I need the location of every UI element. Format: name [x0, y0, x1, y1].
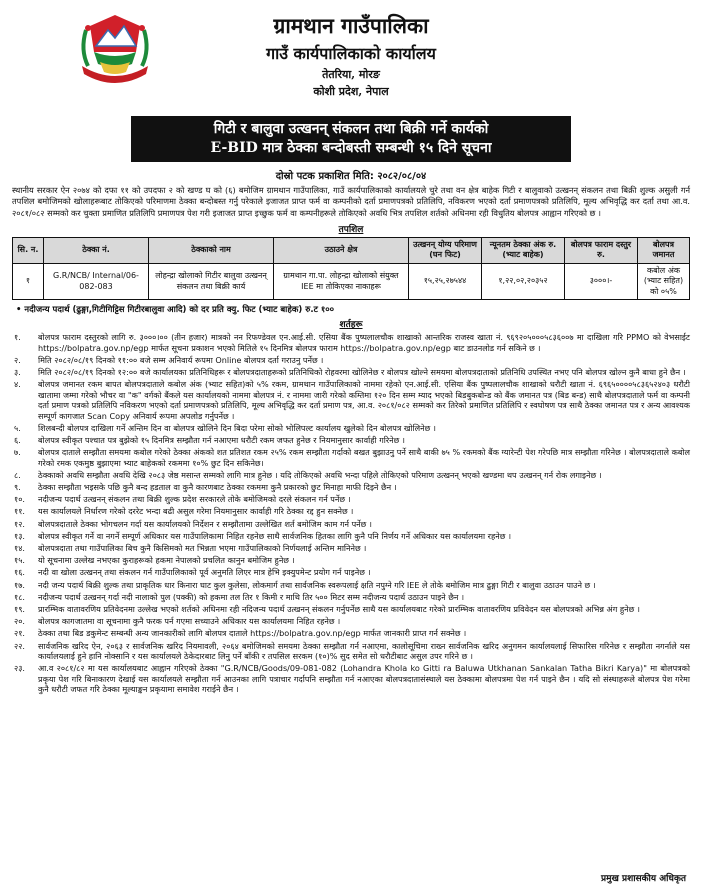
col-sn: सि. न. [13, 237, 44, 263]
term-text: यो सूचनामा उल्लेख नभएका कुराहरूको हकमा नेपालको प्रचलित कानुन बमोजिम हुनेछ । [38, 555, 295, 566]
term-number: १२. [14, 518, 25, 529]
banner-line-1: गिटी र बालुवा उत्खनन् संकलन तथा बिक्री गर्ने कार्यको [213, 121, 489, 137]
term-number: ४. [14, 379, 21, 390]
letterhead [12, 6, 690, 114]
term-number: १४. [14, 543, 25, 554]
term-number: १. [14, 332, 21, 343]
term-number: २. [14, 355, 21, 365]
term-number: १०. [14, 494, 25, 505]
terms-list [12, 332, 690, 694]
list-item [12, 506, 690, 516]
list-item [12, 470, 690, 480]
col-bid-security: बोलपत्र जमानत [638, 237, 690, 263]
list-item [12, 482, 690, 492]
term-text: मिति २०८२/०८/१९ दिनको १२:०० बजे कार्यालयका प्रतिनिधिहरू र बोलपत्रदाताहरूको प्रतिनिधिको रोहवरमा खोलिनेछ र बोलपत्र खोल्ने समयमा बोलपत्रदाताको प्रतिनिधि उपस्थित नभए पनि बोलपत्र खोल्न कुनै बाधा हुने छैन । [38, 367, 686, 378]
list-item [12, 592, 690, 602]
term-number: ५. [14, 422, 21, 433]
org-province: कोशी प्रदेश, नेपाल [313, 85, 389, 98]
term-text: प्रारम्भिक वातावरणिय प्रतिवेदनमा उल्लेख भएको शर्तको अधिनमा रही नदिजन्य पदार्थ उत्खनन् संकलन गर्नुपर्नेछ साथै यस कार्यालयबाट गरेको प्रारम्भिक वातावरणिय प्रविवेदन यस बोलपत्रको अभिन्न अंग हुनेछ । [38, 604, 640, 615]
term-number: ९. [14, 482, 21, 493]
term-text: नदीजन्य पदार्थ उत्खनन् संकलन तथा बिक्री शुल्क प्रदेश सरकारले तोके बमोजिमको दरले संकलन गर्न पर्नेछ । [38, 494, 351, 505]
list-item [12, 447, 690, 468]
term-text: बोलपत्र कागजातमा वा सूचनामा कुनै फरक पर्न गएमा सच्याउने अधिकार यस कार्यालयमा निहित रहनेछ । [38, 616, 341, 627]
term-text: ठेक्काको अवधि सम्झौता अवधि देखि २०८३ जेष्ठ मसान्त सम्मको लागि मात्र हुनेछ । यदि तोकिएको अवधि भन्दा पहिले तोकिएको परिमाण उत्खनन् भएको खण्डमा थप उत्खनन् गर्न रोक लगाइनेछ । [38, 469, 602, 480]
list-item [12, 580, 690, 590]
term-text: आ.व २०८१/८२ मा यस कार्यालयबाट आह्वान गरिएको ठेक्का "G.R/NCB/Goods/09-081-082 (Lohandra Khola ko Gitti ra Baluwa Utkhanan Sankalan Tatha Bikri Karya)" मा बोलपत्रको प्रकृया पेश गरि बिनाकारण देखाई यस कार्यालयले सम्झौता गर्न आउनका लागि पत्राचार गर्दापनि सम्झौता गर्न नआएका बोलपत्रदातासंस्थाले यस ठेक्कामा बोलपत्रमा पेश गर्न पाइने छैन । यदि सो संस्थाहरूले बोलपत्र पेश गरेमा कुनै धरौटी जफत गरि ठेक्का मूल्याङ्कन प्रकृयामा समावेश गराईने छैन । [38, 663, 690, 695]
term-number: १३. [14, 530, 25, 541]
rate-note-text: नदीजन्य पदार्थ (ढुङ्गा,गिटीगिट्टिस गिटीरबालुवा आदि) को दर प्रति क्यु. फिट (भ्याट बाहेक) रु.ट १०० [24, 305, 335, 316]
term-text: बोलपत्र फाराम दस्तुरको लागि रु. ३०००।०० (तीन हजार) मात्रको नन रिफण्डेवल एन.आई.सी. एसिया बैंक पुष्पलालचौक शाखाको आन्तरिक राजस्व खाता नं. ९६९२०५०००५८३६००७ मा दाखिला गरि PPMO को वेभसाईट https://bolpatra.gov.np/egp मार्फत सूचना प्रकाशन भएको मितिले १५ दिनमित्र बोलपत्र फाराम https://bolpatra.gov.np/egp बाट डाउनलोड गर्न सकिने छ । [38, 332, 690, 353]
term-number: ११. [14, 506, 25, 517]
cell-sn: १ [13, 263, 44, 300]
cell-min-amount: १,२२,०२,२०३५२ [482, 263, 565, 300]
term-number: ८. [14, 469, 21, 480]
col-form-fee: बोलपत्र फाराम दस्तुर रु. [565, 237, 638, 263]
list-item [12, 494, 690, 504]
term-text: बोलपत्र जमानत रकम बापत बोलपत्रदाताले कबोल अंक (भ्याट सहित)को ५% रकम, ग्रामथान गाउँपालिकाको नाममा रहेको एन.आई.सी. एसिया बैंक पुष्पलालचौक शाखाको धरौटी खाता नं. ६९६५००००५८३६५२४०३ धरौटी खातामा जम्मा गरेको भौचर वा "क" वर्गको बैंकले यस कार्यालयको नाममा बोलपत्र नं. र नाममा जारी गरेको कम्तिमा १२० दिन सम्म म्याद भएको बिडबुकबोन्ड को बैंक जमानत पत्र (बिड बन्ड) साथै बोलपत्रदाताले फर्म वा कम्पनी दर्ता प्रमाण पत्रको प्रतिलिपि नविकरण भएको दर्ता प्रमाणपत्रको प्रतिलिपि, मूल्य अभिवृद्धि कर दर्ता प्रमाण पत्र, आ.व. २०८१/०८२ सम्मको कर तिरेको प्रमाणित प्रतिलिपि र स्वघोषण पत्र साथै ठेक्का जमानत पत्र र अन्य आवश्यक सम्पूर्ण कागजात Scan Copy अनिवार्य रूपमा अपलोड गर्नुपर्नेछ । [38, 379, 690, 421]
org-subtitle: गाउँ कार्यपालिकाको कार्यालय [266, 44, 436, 63]
term-text: बोलपत्र स्वीकृत पश्चात पत्र बुझेको १५ दिनमित्र सम्झौता गर्न नआएमा धरौटी रकम जफत हुनेछ र नियमानुसार कार्वाही गरिनेछ । [38, 435, 405, 446]
list-item [12, 367, 690, 377]
term-number: १५. [14, 555, 25, 566]
list-item [12, 628, 690, 638]
term-text: ठेक्का तथा बिड डकुमेन्ट सम्बन्धी अन्य जानकारीको लागि बोलपत्र दाताले https://bolpatra.gov.np/egp मार्फत जानकारी प्राप्त गर्न सक्नेछ । [38, 628, 467, 639]
cell-form-fee: ३०००।- [565, 263, 638, 300]
term-number: १६. [14, 567, 25, 578]
term-text: मिति २०८२/०८/१९ दिनको ११:०० बजे सम्म अनिवार्य रूपमा Online बोलपत्र दर्ता गराउनु पर्नेछ । [38, 355, 324, 365]
col-contract-name: ठेक्काको नाम [149, 237, 274, 263]
list-item [12, 641, 690, 662]
term-number: २१. [14, 628, 25, 639]
nepal-emblem-icon [74, 12, 156, 88]
list-item [12, 531, 690, 541]
list-item [12, 355, 690, 365]
cell-contract-no: G.R/NCB/ Internal/06-082-083 [44, 263, 149, 300]
term-number: १९. [14, 604, 25, 615]
intro-paragraph: स्थानीय सरकार ऐन २०७४ को दफा ११ को उपदफा २ को खण्ड घ को (६) बमोजिम ग्रामथान गाउँपालिका, गाउँ कार्यपालिकाको कार्यालयले चुरे तथा वन क्षेत्र बाहेक गिटी र बालुवाको उत्खनन् संकलन तथा बिक्री शुल्क असुली गर्न तपशिल बमोजिमको खोलाहरूबाट तोकिएको परिमाणमा ठेक्का बन्दोबस्त गर्नु परेकाले इजाजत प्राप्त फर्म वा कम्पनीको दर्ता प्रमाणपत्रको प्रतिलिपि, नविकरण भएको दर्ता प्रमाणपत्रको प्रतिलिपि, मूल्य अभिवृद्धि कर दर्ता तथा आ.व. २०८१/०८२ सम्मको कर चुक्ता प्रमाणित प्रतिलिपि प्रमाणपत्र पेश गरी इजाजत प्राप्त इच्छुक फर्म वा कम्पनीहरूले तोकिएको अवधि भित्र तपशिल शर्तको अधिनमा रही विधुतिय बोलपत्र आह्वान गरिएको छ । [12, 185, 690, 218]
cell-quantity: १५,२५,२७५४४ [409, 263, 482, 300]
published-date: दोस्रो पटक प्रकाशित मिति: २०८२/०८/०४ [275, 171, 427, 182]
col-quantity: उत्खनन् योग्य परिमाण (घन फिट) [409, 237, 482, 263]
term-text: यस कार्यालयले निर्धारण गरेको दररेट भन्दा बढी असुल गरेमा नियमानुसार कार्वाही गरि ठेक्का रद्द हुन सक्नेछ । [38, 506, 354, 517]
annex-title: तपशिल [338, 224, 364, 235]
term-text: नदी जन्य पदार्थ बिक्री शुल्क तथा प्राकृतिक धार किनारा घाट कुल कुलेसा, लोकमार्ग तथा सार्वजनिक स्वरूपलाई क्षति नपुग्ने गरि IEE ले तोके बमोजिम मात्र ढुङ्गा गिटी र बालुवा उठाउन पाउने छ । [38, 579, 596, 590]
term-text: बोलपत्रदाताले ठेक्का भोगचलन गर्दा यस कार्यालयको निर्देशन र सम्झौतामा उल्लेखित शर्त बमोजिम काम गर्न पर्नेछ । [38, 518, 372, 529]
cell-contract-name: लोहन्द्रा खोलाको गिटीर बालुवा उत्खनन् संकलन तथा बिक्री कार्य [149, 263, 274, 300]
list-item [12, 423, 690, 433]
term-text: नदीजन्य पदार्थ उत्खनन् गर्दा नदी नालाको पुल (पक्की) को हकमा तल तिर १ किमी र माथि तिर ५०० मिटर सम्म नदीजन्य पदार्थ उठाउन पाइने छैन । [38, 591, 465, 602]
banner-line-2: E-BID मात्र ठेक्का बन्दोबस्ती सम्बन्धी १५ दिने सूचना [210, 140, 492, 156]
term-number: २०. [14, 616, 25, 627]
list-item [12, 379, 690, 421]
table-row [13, 263, 690, 300]
list-item [12, 543, 690, 553]
list-item [12, 567, 690, 577]
term-text: बोलपत्रदाता तथा गाउँपालिका बिच कुनै किसिमको मत भिन्नता भएमा गाउँपालिकाको निर्णयलाई अन्तिम मानिनेछ । [38, 543, 367, 554]
list-item [12, 435, 690, 445]
term-number: ३. [14, 367, 21, 378]
org-address: तेतरिया, मोरङ [322, 68, 380, 81]
term-number: १८. [14, 591, 25, 602]
term-text: बोलपत्र स्वीकृत गर्ने वा नगर्ने सम्पूर्ण अधिकार यस गाउँपालिकामा निहित रहनेछ साथै सार्वजनिक हितका लागि कुनै पनि निर्णय गर्ने अधिकार यस कार्यालयमा रहनेछ । [38, 530, 512, 541]
org-title: ग्रामथान गाउँपालिका [273, 13, 429, 38]
term-text: नदी वा खोला उत्खनन् तथा संकलन गर्न गाउँपालिकाको पूर्व अनुमति लिएर मात्र हेभि इक्युपमेन्ट प्रयोग गर्न पाइनेछ । [38, 567, 371, 578]
list-item [12, 555, 690, 565]
list-item [12, 332, 690, 353]
list-item [12, 663, 690, 694]
list-item [12, 519, 690, 529]
cell-bid-security: कबोल अंक (भ्याट सहित) को ०५% [638, 263, 690, 300]
tender-table [12, 237, 690, 301]
term-number: २३. [14, 663, 25, 674]
table-header-row [13, 237, 690, 263]
list-item [12, 616, 690, 626]
rate-note: • नदीजन्य पदार्थ (ढुङ्गा,गिटीगिट्टिस गिटीरबालुवा आदि) को दर प्रति क्यु. फिट (भ्याट बाहेक) रु.ट १०० [16, 305, 335, 316]
notice-banner [131, 116, 571, 162]
signature-title: प्रमुख प्रशासकीय अधिकृत [600, 874, 686, 884]
terms-title: शर्तहरू [339, 320, 363, 331]
term-number: १७. [14, 579, 25, 590]
term-text: बोलपत्र दाताले सम्झौता समयमा कबोल गरेको ठेक्का अंकको शत प्रतिशत रकम २५% रकम सम्झौता गर्दाको बखत बुझाउनु पर्ने साथै बाकी ७५ % रकमको बैंक ग्यारेन्टी पेश गरेपछि मात्र सम्झौता गरिनेछ । बोलपत्रदाताले कबोल गरेको रमक एकमुष्ठ बुझाएमा भ्याट बाहेकको रकममा १०% छुट दिन सकिनेछ। [38, 447, 690, 468]
list-item [12, 604, 690, 614]
term-text: सार्वजनिक खरिद ऐन, २०६३ र सार्वजनिक खरिद नियमावली, २०६४ बमोजिमको समयमा ठेक्का सम्झौता गर्न नआएमा, कालोसूचिमा राख्न सार्वजनिक खरिद अनुगमन कार्यालयलाई सिफारिस गरिनेछ र सम्झौता नगर्नाले यस कार्यालयलाई हुने हानि नोक्सानि र यस कार्यालयले ठेकेदारबाट लिनु पर्ने बाँकी र तपसिल सरकम (१०)% सुद समेत सो धरौटीबाट असुल उपर गरिने छ । [38, 640, 690, 662]
term-text: शिलबन्दी बोलपत्र दाखिला गर्ने अन्तिम दिन वा बोलपत्र खोलिने दिन बिदा परेमा सोको भोलिपल्ट कार्यालय खुलेको दिन बोलपत्र खोलिनेछ । [38, 422, 436, 433]
col-contract-no: ठेक्का नं. [44, 237, 149, 263]
col-min-amount: न्यूनतम ठेक्का अंक रु. (भ्याट बाहेक) [482, 237, 565, 263]
term-number: ७. [14, 447, 21, 458]
term-text: ठेक्का सम्झौता भइसके पछि कुनै बन्द हडताल वा कुनै कारणबाट ठेक्का रकममा कुनै प्रकारको छुट मिनाहा माफी दिइने छैन । [38, 482, 397, 493]
term-number: ६. [14, 435, 21, 446]
col-area: उठाउने क्षेत्र [274, 237, 409, 263]
cell-area: ग्रामथान गा.पा. लोहन्द्रा खोलाको संयुक्त IEE मा तोकिएका नाकाहरू [274, 263, 409, 300]
term-number: २२. [14, 640, 25, 651]
